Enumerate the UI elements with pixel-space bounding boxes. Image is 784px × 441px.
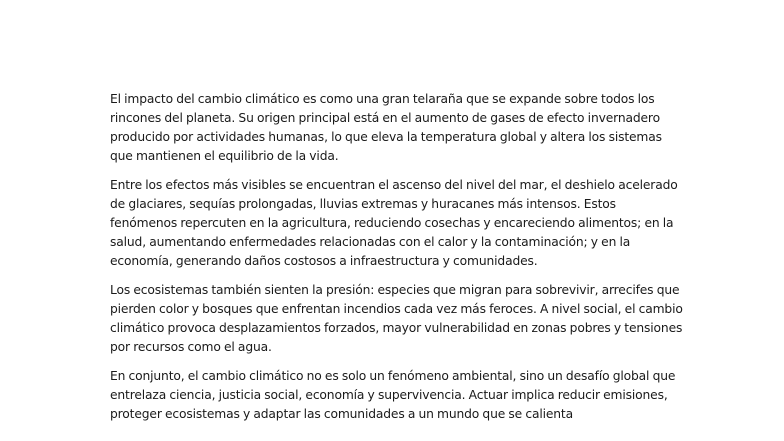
paragraph-2: Entre los efectos más visibles se encuentran el ascenso del nivel del mar, el deshielo acelerado de glaciares, sequías prolongadas, lluvias extremas y huracanes más intensos. Estos fenómenos repercuten en la agricultura, reduciendo cosechas y encareciendo alimentos; en la salud, aumentando enfermedades relacionadas con el calor y la contaminación; y en la economía, generando daños costosos a infraestructura y comunidades. [110,178,678,268]
paragraph-1: El impacto del cambio climático es como una gran telaraña que se expande sobre todos los rincones del planeta. Su origen principal está en el aumento de gases de efecto invernadero producido por actividades humanas, lo que eleva la temperatura global y altera los sistemas que mantienen el equilibrio de la vida. [110,92,662,163]
paragraph-3: Los ecosistemas también sienten la presión: especies que migran para sobrevivir, arrecifes que pierden color y bosques que enfrentan incendios cada vez más feroces. A nivel social, el cambio climático provoca desplazamientos forzados, mayor vulnerabilidad en zonas pobres y tensiones por recursos como el agua. [110,283,683,354]
document-body [110,90,686,434]
paragraph-4: En conjunto, el cambio climático no es solo un fenómeno ambiental, sino un desafío global que entrelaza ciencia, justicia social, economía y supervivencia. Actuar implica reducir emisiones, proteger ecosistemas y adaptar las comunidades a un mundo que se calienta [110,369,676,421]
